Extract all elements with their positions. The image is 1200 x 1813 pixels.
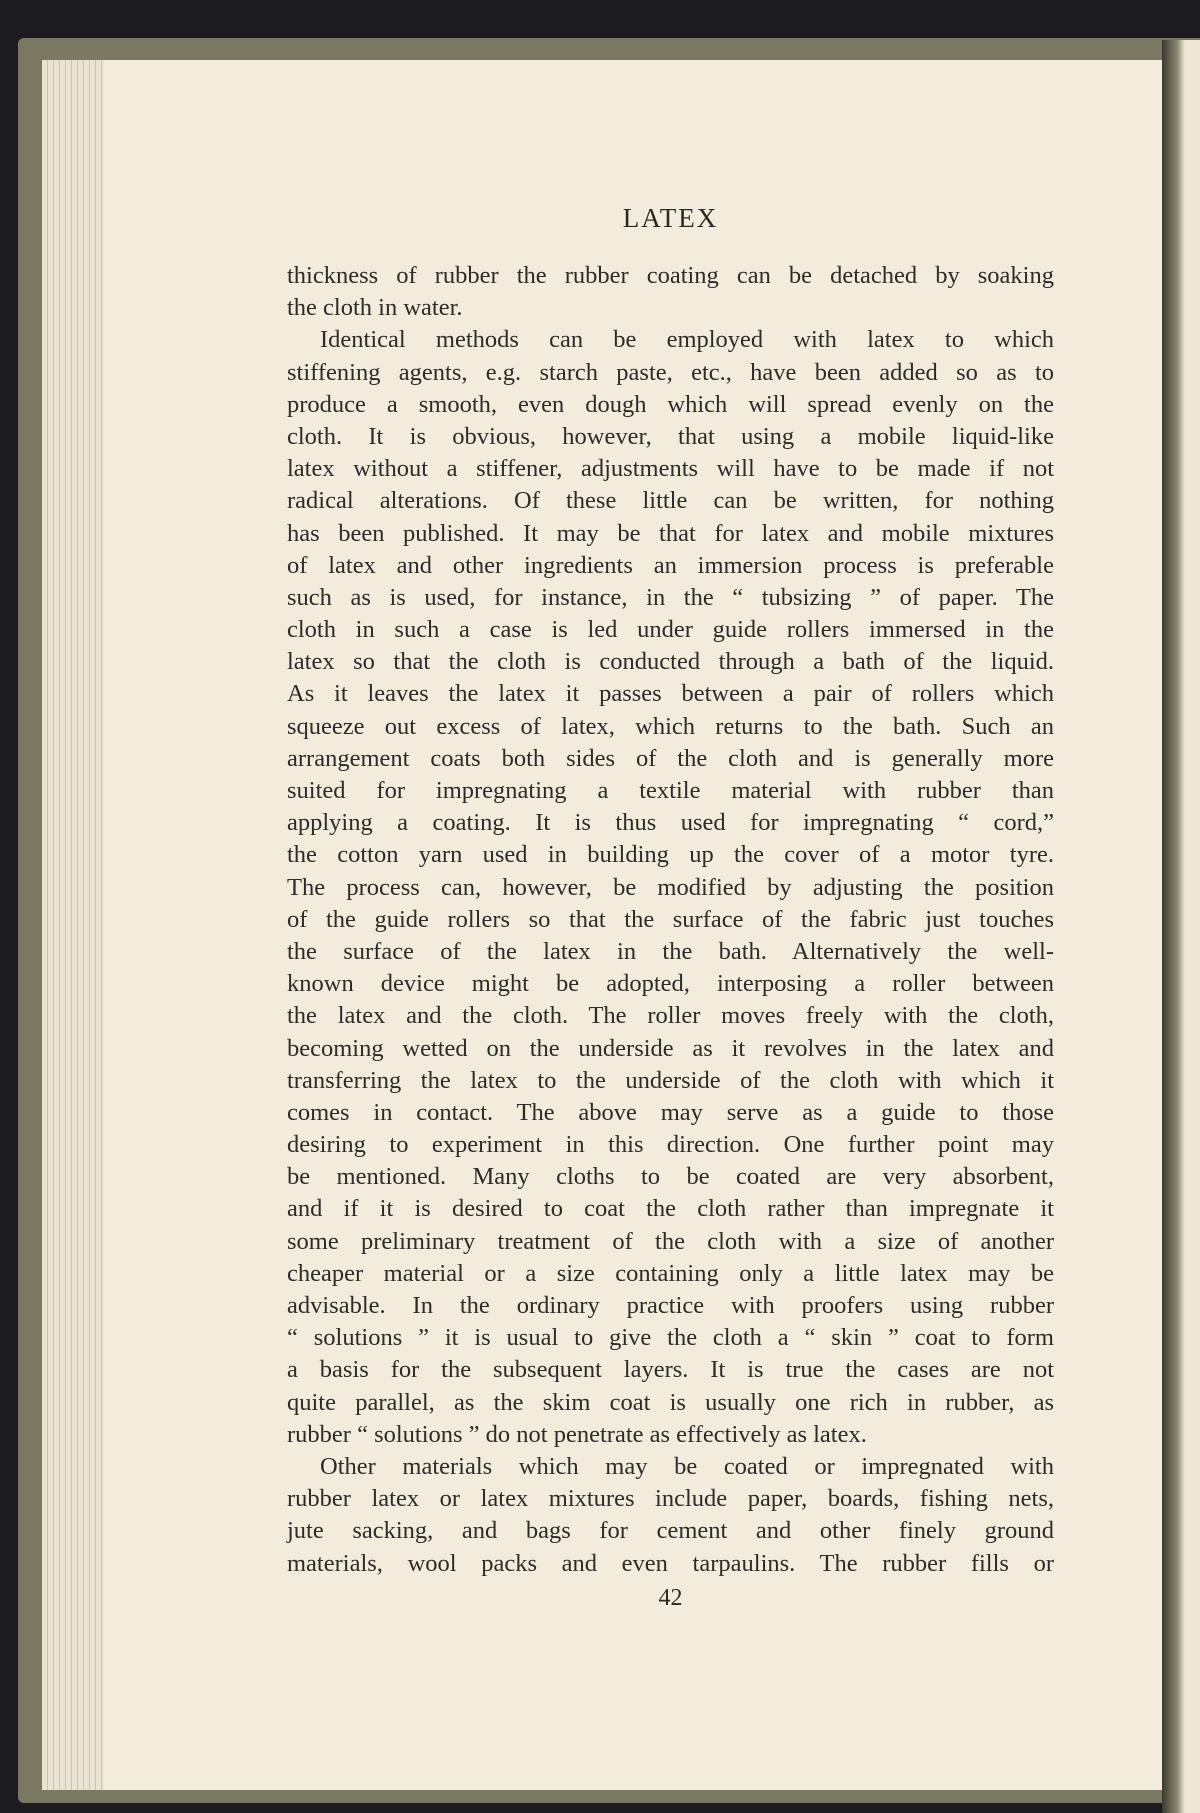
text-line: produce a smooth, even dough which will spread evenly on the xyxy=(287,390,1054,418)
text-line: The process can, however, be modified by adjusting the position xyxy=(287,873,1054,901)
text-line: such as is used, for instance, in the “ tubsizing ” of paper. The xyxy=(287,583,1054,611)
text-line: latex without a stiffener, adjustments will have to be made if not xyxy=(287,455,1054,483)
text-line: As it leaves the latex it passes between a pair of rollers which xyxy=(287,680,1054,708)
text-line: squeeze out excess of latex, which returns to the bath. Such an xyxy=(287,712,1054,740)
text-line: quite parallel, as the skim coat is usually one rich in rubber, as xyxy=(287,1388,1054,1416)
text-line: thickness of rubber the rubber coating can be detached by soaking xyxy=(287,262,1054,289)
text-line: latex so that the cloth is conducted through a bath of the liquid. xyxy=(287,648,1054,676)
running-head: LATEX xyxy=(622,203,719,233)
text-line: the latex and the cloth. The roller moves freely with the cloth, xyxy=(287,1002,1054,1030)
page-number: 42 xyxy=(658,1585,683,1611)
text-line: some preliminary treatment of the cloth with a size of another xyxy=(287,1227,1054,1255)
text-line: comes in contact. The above may serve as a guide to those xyxy=(287,1098,1054,1126)
text-line: radical alterations. Of these little can be written, for nothing xyxy=(287,487,1054,515)
text-line: cloth. It is obvious, however, that using a mobile liquid-like xyxy=(287,422,1054,450)
text-line: advisable. In the ordinary practice with proofers using rubber xyxy=(287,1292,1054,1319)
text-line: of the guide rollers so that the surface of the fabric just touches xyxy=(287,905,1054,933)
text-line: the cotton yarn used in building up the cover of a motor tyre. xyxy=(287,841,1054,869)
text-line: has been published. It may be that for latex and mobile mixtures xyxy=(287,519,1054,547)
text-line: transferring the latex to the underside of the cloth with which it xyxy=(287,1066,1054,1094)
text-line: suited for impregnating a textile material with rubber than xyxy=(287,777,1054,804)
text-line: cloth in such a case is led under guide rollers immersed in the xyxy=(287,616,1054,644)
text-line: rubber latex or latex mixtures include paper, boards, fishing nets, xyxy=(287,1485,1054,1513)
text-line: desiring to experiment in this direction. One further point may xyxy=(287,1131,1054,1159)
body-text xyxy=(287,260,1054,1580)
text-line: the cloth in water. xyxy=(287,294,463,322)
text-line: Identical methods can be employed with latex to which xyxy=(320,326,1054,354)
text-line: stiffening agents, e.g. starch paste, etc., have been added so as to xyxy=(287,358,1054,386)
text-line: arrangement coats both sides of the cloth and is generally more xyxy=(287,744,1054,772)
book-spine xyxy=(1162,40,1200,1813)
text-line: a basis for the subsequent layers. It is true the cases are not xyxy=(287,1356,1054,1384)
text-line: applying a coating. It is thus used for impregnating “ cord,” xyxy=(287,809,1054,837)
text-line: of latex and other ingredients an immersion process is preferable xyxy=(287,551,1054,579)
text-line: be mentioned. Many cloths to be coated are very absorbent, xyxy=(287,1163,1054,1191)
text-line: known device might be adopted, interposing a roller between xyxy=(287,970,1054,998)
text-line: “ solutions ” it is usual to give the cloth a “ skin ” coat to form xyxy=(287,1324,1054,1352)
text-line: materials, wool packs and even tarpaulins. The rubber fills or xyxy=(287,1549,1054,1577)
text-line: rubber “ solutions ” do not penetrate as effectively as latex. xyxy=(287,1420,867,1448)
text-line: the surface of the latex in the bath. Alternatively the well- xyxy=(287,937,1054,965)
text-line: cheaper material or a size containing only a little latex may be xyxy=(287,1259,1054,1287)
text-line: Other materials which may be coated or impregnated with xyxy=(320,1452,1054,1480)
text-line: jute sacking, and bags for cement and other finely ground xyxy=(287,1517,1054,1545)
text-line: and if it is desired to coat the cloth rather than impregnate it xyxy=(287,1195,1054,1223)
text-line: becoming wetted on the underside as it revolves in the latex and xyxy=(287,1034,1054,1062)
